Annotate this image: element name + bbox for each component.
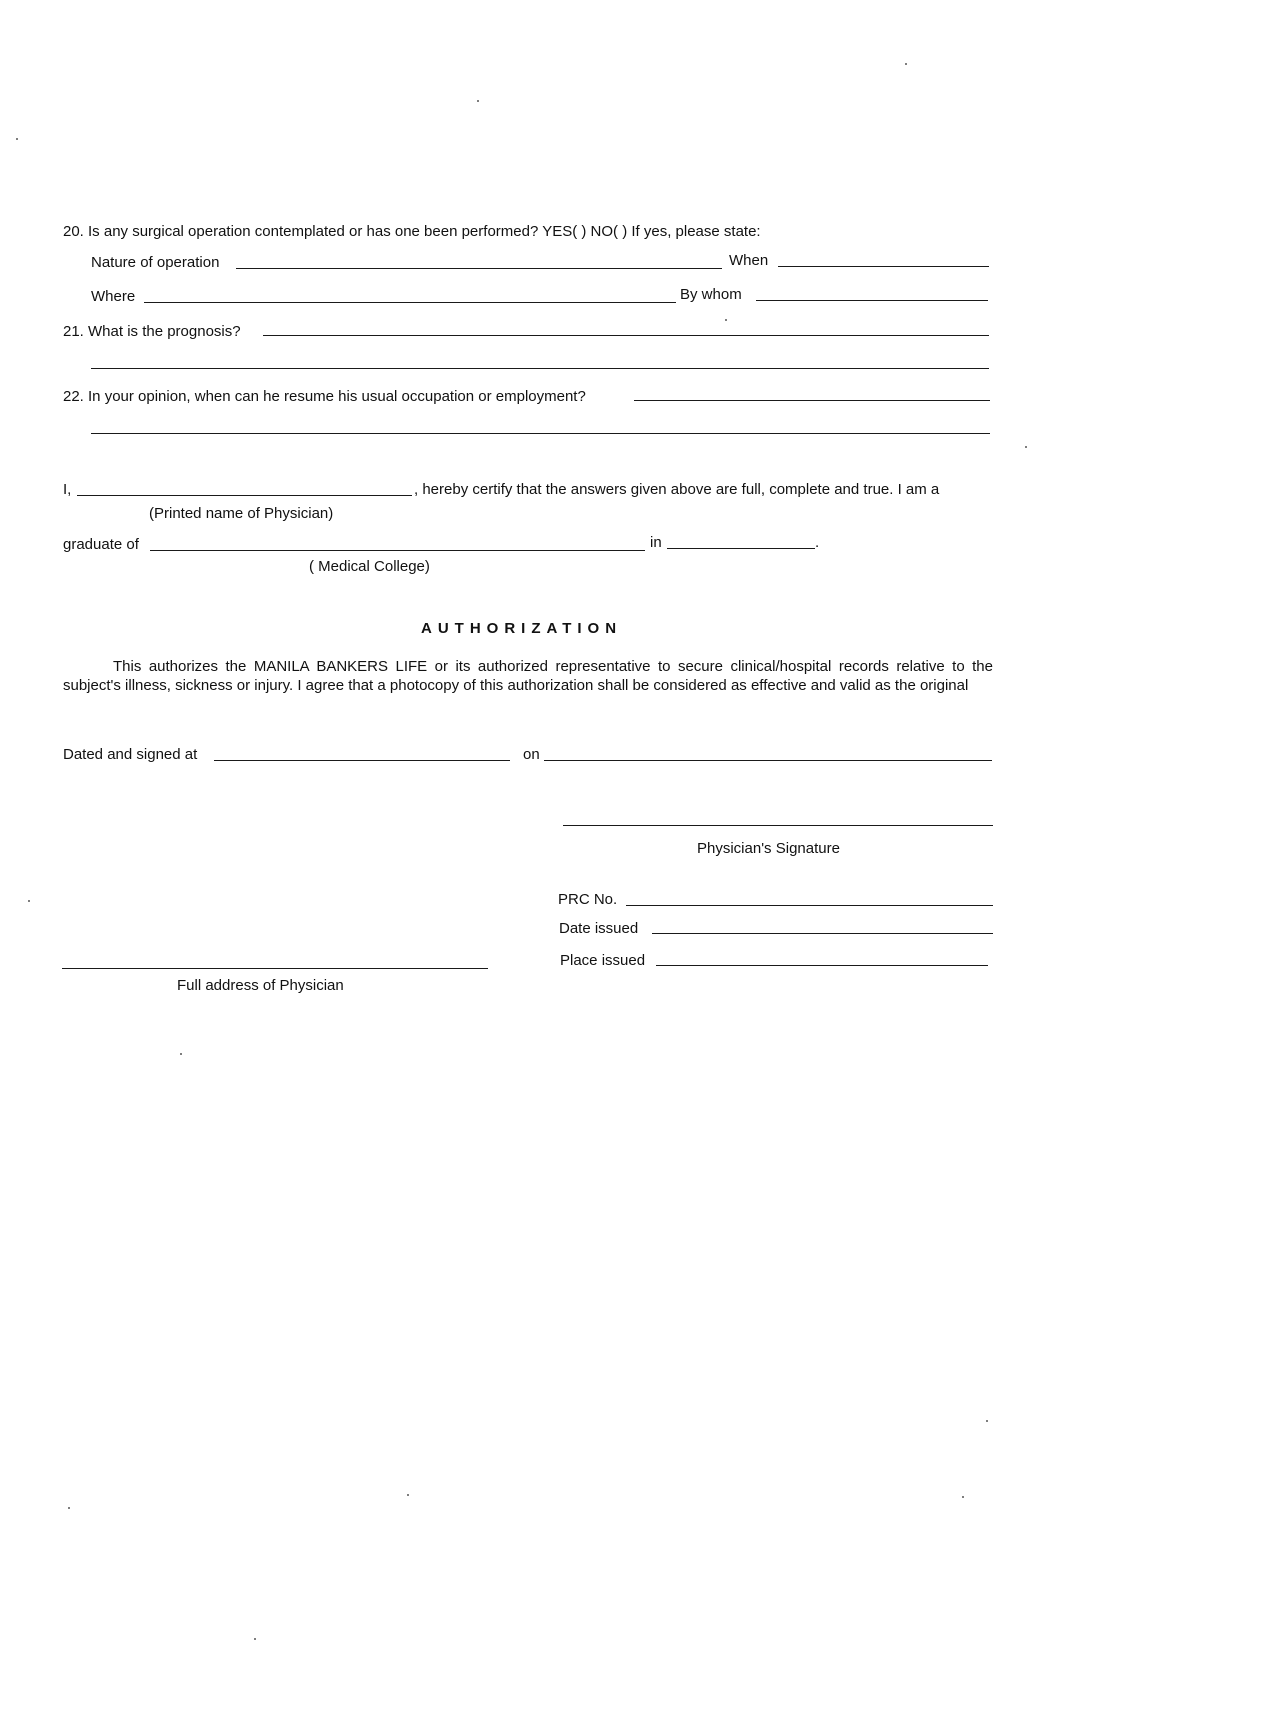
- where-label: Where: [91, 288, 136, 305]
- medical-college-caption: ( Medical College): [309, 558, 430, 575]
- resume-occupation-field-line-2[interactable]: [91, 433, 990, 434]
- dated-signed-place-field[interactable]: [214, 760, 510, 761]
- prognosis-field-line-2[interactable]: [91, 368, 989, 369]
- q21-question: 21. What is the prognosis?: [63, 323, 241, 340]
- signed-date-field[interactable]: [544, 760, 992, 761]
- speck: [254, 1638, 256, 1640]
- q20-question: 20. Is any surgical operation contemplated or has one been performed? YES( ) NO( ) If yes, please state:: [63, 223, 761, 240]
- place-issued-label: Place issued: [560, 952, 646, 969]
- speck: [962, 1496, 964, 1498]
- authorization-body-text: This authorizes the MANILA BANKERS LIFE or its authorized representative to secure clinical/hospital records relative to the subject's illness, sickness or injury. I agree that a photocopy of this authorization shall be considered as effective and valid as the original: [63, 658, 993, 694]
- speck: [16, 138, 18, 140]
- prc-no-label: PRC No.: [558, 891, 618, 908]
- speck: [725, 319, 727, 321]
- speck: [986, 1420, 988, 1422]
- in-label: in: [650, 534, 662, 551]
- nature-of-operation-label: Nature of operation: [91, 254, 220, 271]
- resume-occupation-field[interactable]: [634, 400, 990, 401]
- place-issued-field[interactable]: [656, 965, 988, 966]
- nature-of-operation-field[interactable]: [236, 268, 722, 269]
- end-period: .: [815, 534, 820, 551]
- graduate-of-label: graduate of: [63, 536, 139, 553]
- physician-address-field[interactable]: [62, 968, 488, 969]
- speck: [180, 1053, 182, 1055]
- physician-name-field[interactable]: [77, 495, 412, 496]
- q22-question: 22. In your opinion, when can he resume his usual occupation or employment?: [63, 388, 586, 405]
- medical-college-field[interactable]: [150, 550, 645, 551]
- when-field[interactable]: [778, 266, 989, 267]
- speck: [477, 100, 479, 102]
- certify-prefix: I,: [63, 481, 72, 498]
- speck: [68, 1507, 70, 1509]
- where-field[interactable]: [144, 302, 676, 303]
- graduation-year-field[interactable]: [667, 548, 815, 549]
- on-label: on: [523, 746, 540, 763]
- physician-signature-field[interactable]: [563, 825, 993, 826]
- speck: [905, 63, 907, 65]
- date-issued-field[interactable]: [652, 933, 993, 934]
- dated-signed-label: Dated and signed at: [63, 746, 198, 763]
- speck: [28, 900, 30, 902]
- prognosis-field[interactable]: [263, 335, 989, 336]
- prc-no-field[interactable]: [626, 905, 993, 906]
- certify-statement: , hereby certify that the answers given above are full, complete and true. I am a: [414, 481, 940, 498]
- physician-signature-caption: Physician's Signature: [697, 840, 840, 857]
- physician-name-caption: (Printed name of Physician): [149, 505, 334, 522]
- speck: [407, 1494, 409, 1496]
- by-whom-label: By whom: [680, 286, 742, 303]
- when-label: When: [729, 252, 769, 269]
- physician-address-caption: Full address of Physician: [177, 977, 344, 994]
- authorization-heading: AUTHORIZATION: [421, 620, 623, 637]
- by-whom-field[interactable]: [756, 300, 988, 301]
- date-issued-label: Date issued: [559, 920, 639, 937]
- speck: [1025, 446, 1027, 448]
- authorization-body: [63, 657, 993, 695]
